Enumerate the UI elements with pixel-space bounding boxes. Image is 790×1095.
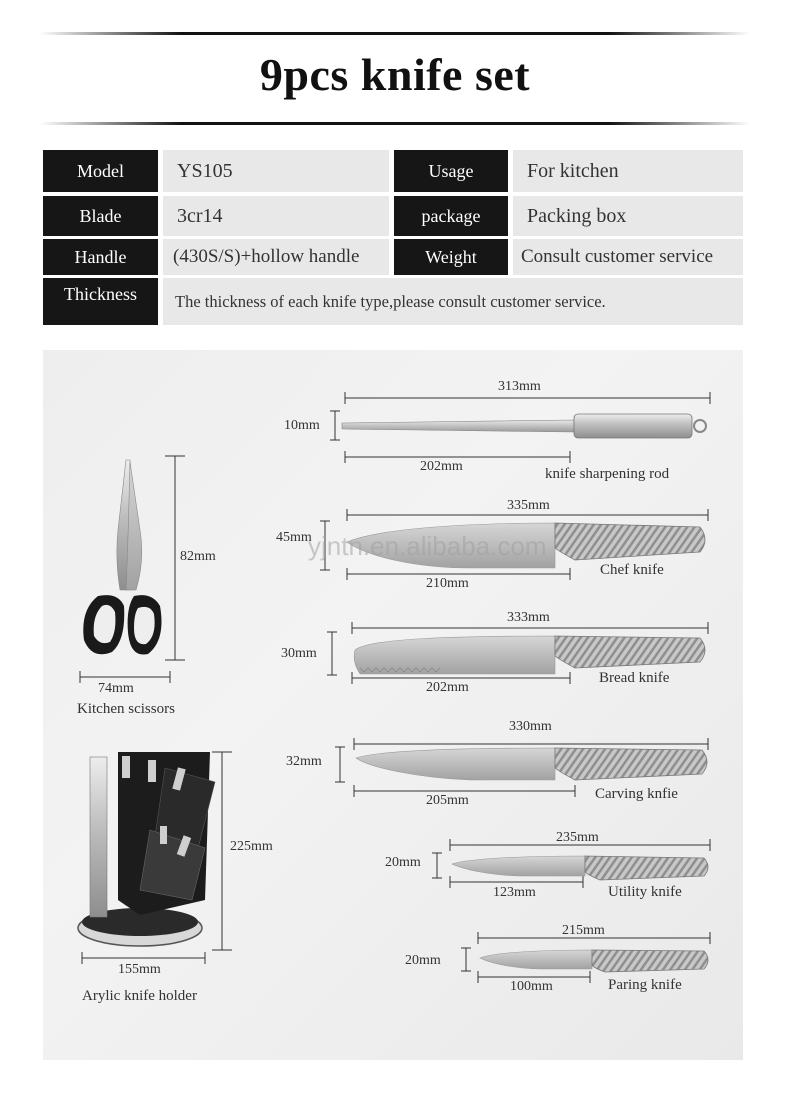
- rod-label: knife sharpening rod: [545, 466, 670, 482]
- utility-total-length: 235mm: [556, 830, 599, 845]
- spec-usage-label: Usage: [394, 150, 508, 192]
- carving-total-length: 330mm: [509, 719, 552, 734]
- scissors-width: 74mm: [98, 681, 134, 696]
- scissors-height: 82mm: [180, 549, 216, 564]
- bread-width: 30mm: [281, 646, 317, 661]
- paring-blade-length: 100mm: [510, 979, 553, 994]
- bread-total-length: 333mm: [507, 610, 550, 625]
- paring-total-length: 215mm: [562, 923, 605, 938]
- paring-knife-image: [480, 950, 708, 972]
- chef-total-length: 335mm: [507, 498, 550, 513]
- chef-blade-length: 210mm: [426, 576, 469, 591]
- spec-package-label: package: [394, 196, 508, 236]
- chef-width: 45mm: [276, 530, 312, 545]
- spec-handle-label: Handle: [43, 239, 158, 275]
- spec-weight-value: Consult customer service: [513, 239, 743, 275]
- spec-usage-value: For kitchen: [513, 150, 743, 192]
- spec-weight-label: Weight: [394, 239, 508, 275]
- page-title: 9pcs knife set: [259, 49, 531, 100]
- bread-blade-length: 202mm: [426, 680, 469, 695]
- chef-label: Chef knife: [600, 562, 664, 578]
- spec-model-value: YS105: [163, 150, 389, 192]
- spec-handle-value: (430S/S)+hollow handle: [163, 239, 389, 275]
- spec-model-label: Model: [43, 150, 158, 192]
- spec-blade-value: 3cr14: [163, 196, 389, 236]
- utility-width: 20mm: [385, 855, 421, 870]
- utility-blade-length: 123mm: [493, 885, 536, 900]
- holder-label: Arylic knife holder: [82, 988, 197, 1004]
- spec-blade-label: Blade: [43, 196, 158, 236]
- spec-thickness-value: The thickness of each knife type,please consult customer service.: [163, 278, 743, 325]
- kitchen-scissors-image: [83, 460, 161, 655]
- rod-total-length: 313mm: [498, 379, 541, 394]
- holder-width: 155mm: [118, 962, 161, 977]
- bread-knife-image: [354, 636, 705, 674]
- rod-blade-length: 202mm: [420, 459, 463, 474]
- paring-width: 20mm: [405, 953, 441, 968]
- bread-label: Bread knife: [599, 670, 670, 686]
- scissors-label: Kitchen scissors: [77, 701, 175, 717]
- rod-width: 10mm: [284, 418, 320, 433]
- carving-blade-length: 205mm: [426, 793, 469, 808]
- spec-package-value: Packing box: [513, 196, 743, 236]
- holder-height: 225mm: [230, 839, 273, 854]
- utility-label: Utility knife: [608, 884, 682, 900]
- paring-label: Paring knife: [608, 977, 682, 993]
- carving-knife-image: [356, 748, 707, 780]
- watermark: yjntn.en.alibaba.com: [308, 531, 547, 561]
- sharpening-rod-image: [342, 414, 706, 438]
- knife-holder-image: [78, 752, 215, 946]
- utility-knife-image: [452, 856, 708, 880]
- carving-label: Carving knfie: [595, 786, 678, 802]
- spec-thickness-label: Thickness: [43, 278, 158, 325]
- carving-width: 32mm: [286, 754, 322, 769]
